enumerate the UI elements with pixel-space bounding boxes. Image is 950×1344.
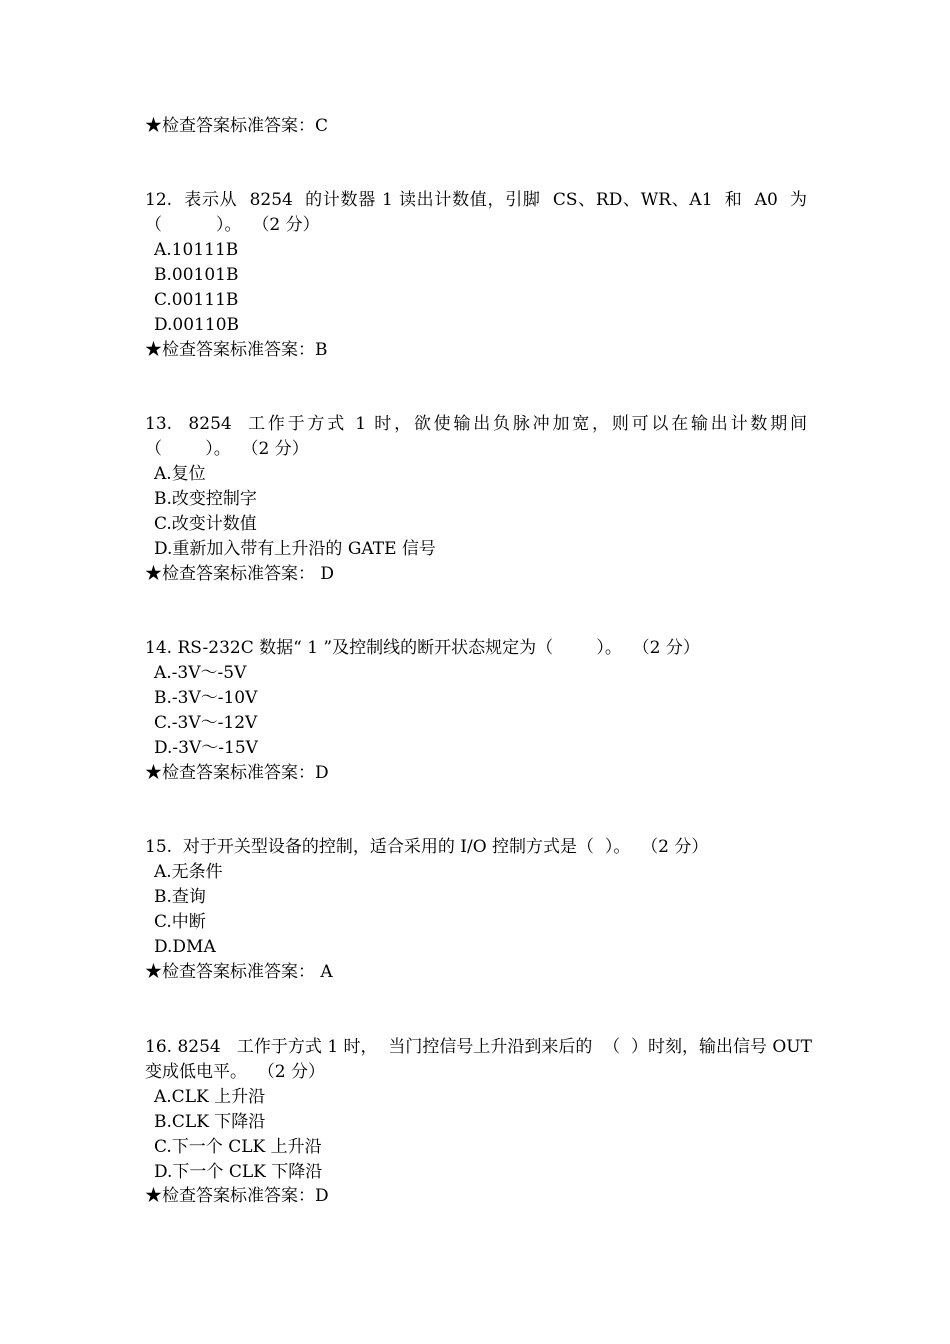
answer-line: ★检查答案标准答案：D (145, 763, 329, 783)
question-text-continued: 变成低电平。 （2 分） (145, 1062, 326, 1082)
question-text: 12. 表示从 8254 的计数器 1 读出计数值，引脚 CS、RD、WR、A1 和 A0 为 (145, 190, 807, 210)
option-d: D.00110B (154, 315, 239, 335)
option-c: C.-3V～-12V (154, 713, 258, 733)
option-b: B.00101B (154, 265, 239, 285)
option-c: C.00111B (154, 290, 239, 310)
option-d: D.DMA (154, 937, 216, 957)
option-c: C.改变计数值 (154, 514, 257, 534)
option-a: A.-3V～-5V (154, 663, 247, 683)
answer-line: ★检查答案标准答案： A (145, 962, 333, 982)
question-text: 13. 8254 工作于方式 1 时，欲使输出负脉冲加宽，则可以在输出计数期间 (145, 414, 807, 434)
option-a: A.CLK 上升沿 (154, 1087, 266, 1107)
option-c: C.中断 (154, 912, 206, 932)
answer-line: ★检查答案标准答案：D (145, 1186, 329, 1206)
option-b: B.改变控制字 (154, 489, 257, 509)
answer-line: ★检查答案标准答案： D (145, 564, 335, 584)
option-a: A.复位 (154, 464, 206, 484)
option-d: D.重新加入带有上升沿的 GATE 信号 (154, 539, 436, 559)
question-text: 15. 对于开关型设备的控制，适合采用的 I/O 控制方式是（ ）。 （2 分） (145, 837, 709, 857)
option-b: B.-3V～-10V (154, 688, 258, 708)
option-a: A.10111B (154, 240, 239, 260)
question-text-continued: （ ）。 （2 分） (145, 215, 320, 235)
option-d: D.-3V～-15V (154, 738, 258, 758)
option-a: A.无条件 (154, 862, 223, 882)
question-text: 14. RS-232C 数据“ 1 ”及控制线的断开状态规定为（ ）。 （2 分） (145, 638, 700, 658)
option-b: B.CLK 下降沿 (154, 1112, 266, 1132)
question-text: 16. 8254 工作于方式 1 时， 当门控信号上升沿到来后的 （ ）时刻，输出信号 OUT (145, 1037, 812, 1057)
answer-line: ★检查答案标准答案：C (145, 116, 329, 136)
option-d: D.下一个 CLK 下降沿 (154, 1162, 323, 1182)
question-text-continued: （ ）。 （2 分） (145, 439, 309, 459)
option-c: C.下一个 CLK 上升沿 (154, 1137, 322, 1157)
option-b: B.查询 (154, 887, 206, 907)
answer-line: ★检查答案标准答案：B (145, 340, 328, 360)
